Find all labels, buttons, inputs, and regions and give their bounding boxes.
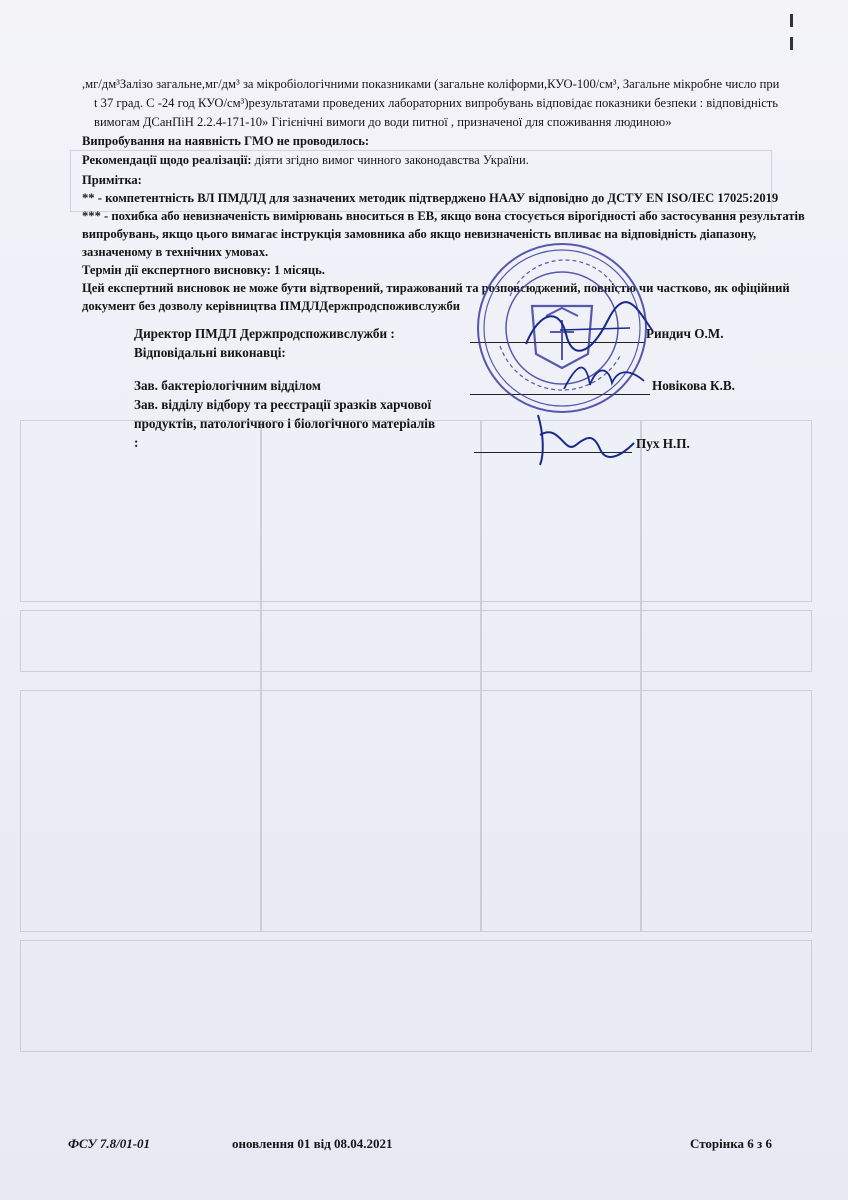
director-handwritten-signature xyxy=(520,300,660,360)
bacterio-head-title: Зав. бактеріологічним відділом xyxy=(134,378,321,393)
recommend-value: діяти згідно вимог чинного законодавства України. xyxy=(254,153,529,167)
director-name: Риндич О.М. xyxy=(646,326,724,341)
responsible-executors: Відповідальні виконавці: xyxy=(134,345,286,360)
note-uncertainty-2: випробувань, якщо цього вимагає інструкція замовника або якщо невизначеність впливає на відповідність діапазону, xyxy=(82,227,757,241)
director-title: Директор ПМДЛ Держпродспоживслужби : xyxy=(134,326,395,341)
note-accreditation: ** - компетентність ВЛ ПМДЛД для зазначених методик підтверджено НААУ відповідно до ДСТУ EN ISO/IEC 17025:2019 xyxy=(82,191,779,205)
copyright-line-1: Цей експертний висновок не може бути відтворений, тиражований та розповсюджений, повністю чи частково, як офіційний xyxy=(82,281,790,295)
sampling-head-title-3: : xyxy=(134,435,139,450)
bacterio-handwritten-signature xyxy=(560,355,650,400)
sampling-handwritten-signature xyxy=(530,405,640,470)
margin-marks xyxy=(790,14,796,60)
note-uncertainty-3: зазначеному в технічних умовах. xyxy=(82,245,269,259)
revision-info: оновлення 01 від 08.04.2021 xyxy=(232,1136,393,1151)
note-title: Примітка: xyxy=(82,173,142,187)
sampling-head-name: Пух Н.П. xyxy=(636,436,690,451)
conclusion-line-3: вимогам ДСанПіН 2.2.4-171-10» Гігієнічні вимоги до води питної , призначеної для споживання людиною» xyxy=(94,115,672,129)
note-uncertainty-1: *** - похибка або невизначеність вимірювань вноситься в ЕВ, якщо вона стосується вірогідності або застосування результатів xyxy=(82,209,805,223)
recommend-label: Рекомендації щодо реалізації: xyxy=(82,153,252,167)
page-number: Сторінка 6 з 6 xyxy=(690,1136,773,1151)
recommendations xyxy=(82,152,808,169)
sampling-head-title-2: продуктів, патологічного і біологічного матеріалів xyxy=(134,416,436,431)
sampling-head-title-1: Зав. відділу відбору та реєстрації зразків харчової xyxy=(134,397,432,412)
gmo-statement: Випробування на наявність ГМО не проводилось: xyxy=(82,134,370,148)
conclusion-line-2: t 37 град. С -24 год КУО/см³)результатами проведених лабораторних випробувань відповідає показники безпеки : відповідність xyxy=(94,96,779,110)
validity-term: Термін дії експертного висновку: 1 місяць. xyxy=(82,263,325,277)
conclusion-line-1: ,мг/дм³Залізо загальне,мг/дм³ за мікробіологічними показниками (загальне коліформи,КУО-100/см³, Загальне мікробне число при xyxy=(82,77,780,91)
copyright-line-2: документ без дозволу керівництва ПМДЛДержпродспоживслужби xyxy=(82,299,461,313)
bacterio-head-name: Новікова К.В. xyxy=(652,378,735,393)
form-code: ФСУ 7.8/01-01 xyxy=(68,1136,151,1151)
